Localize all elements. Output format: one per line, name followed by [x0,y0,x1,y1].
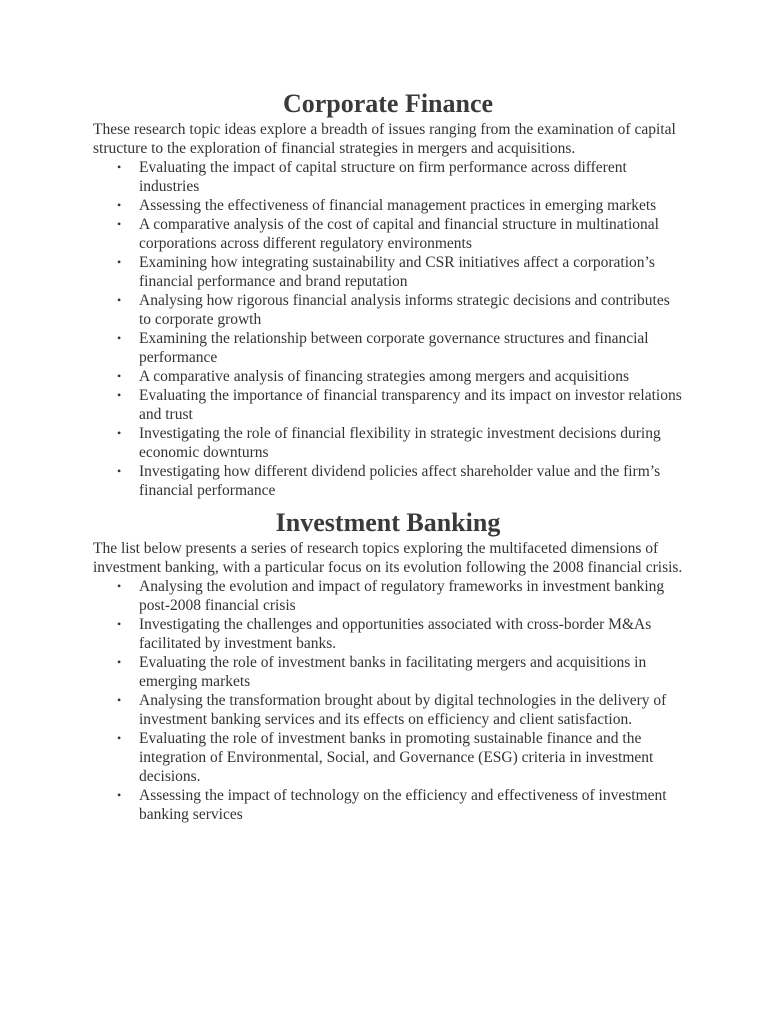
bullet-icon: • [117,160,122,174]
section-title: Investment Banking [275,508,501,537]
bullet-icon: • [117,464,122,478]
list-item [93,196,683,215]
list-item-text: Evaluating the role of investment banks in facilitating mergers and acquisitions in emerging markets [139,654,647,690]
list-item [93,386,683,424]
list-item-text: Assessing the effectiveness of financial management practices in emerging markets [139,197,657,214]
list-item-text: Examining the relationship between corporate governance structures and financial performance [139,330,649,366]
list-item [93,577,683,615]
section-intro: The list below presents a series of research topics exploring the multifaceted dimensions of investment banking, with a particular focus on its evolution following the 2008 financial crisis. [93,540,683,576]
topic-list [93,577,683,824]
list-item-text: Analysing the transformation brought about by digital technologies in the delivery of investment banking services and its effects on efficiency and client satisfaction. [139,692,667,728]
list-item [93,158,683,196]
bullet-icon: • [117,617,122,631]
list-item-text: Evaluating the importance of financial transparency and its impact on investor relations and trust [139,387,682,423]
bullet-icon: • [117,198,122,212]
list-item [93,215,683,253]
list-item [93,367,683,386]
list-item-text: A comparative analysis of financing strategies among mergers and acquisitions [139,368,629,385]
list-item-text: Assessing the impact of technology on the efficiency and effectiveness of investment banking services [139,787,667,823]
bullet-icon: • [117,788,122,802]
bullet-icon: • [117,426,122,440]
list-item [93,253,683,291]
list-item [93,424,683,462]
bullet-icon: • [117,693,122,707]
section-title: Corporate Finance [282,89,494,118]
list-item [93,615,683,653]
list-item [93,291,683,329]
list-item [93,691,683,729]
bullet-icon: • [117,369,122,383]
list-item [93,653,683,691]
bullet-icon: • [117,579,122,593]
topic-list [93,158,683,500]
bullet-icon: • [117,655,122,669]
list-item-text: Evaluating the role of investment banks in promoting sustainable finance and the integration of Environmental, Social, and Governance (ESG) criteria in investment decisions. [139,730,654,785]
section-corporate-finance [93,88,683,500]
list-item [93,462,683,500]
list-item-text: Investigating the role of financial flexibility in strategic investment decisions during economic downturns [139,425,661,461]
list-item-text: A comparative analysis of the cost of capital and financial structure in multinational corporations across different regulatory environments [139,216,659,252]
list-item-text: Analysing the evolution and impact of regulatory frameworks in investment banking post-2008 financial crisis [139,578,665,614]
list-item-text: Investigating the challenges and opportunities associated with cross-border M&As facilitated by investment banks. [139,616,652,652]
bullet-icon: • [117,331,122,345]
bullet-icon: • [117,293,122,307]
bullet-icon: • [117,388,122,402]
section-intro: These research topic ideas explore a breadth of issues ranging from the examination of capital structure to the exploration of financial strategies in mergers and acquisitions. [93,121,676,157]
list-item-text: Examining how integrating sustainability and CSR initiatives affect a corporation’s financial performance and brand reputation [139,254,655,290]
bullet-icon: • [117,255,122,269]
list-item-text: Investigating how different dividend policies affect shareholder value and the firm’s financial performance [139,463,661,499]
section-investment-banking [93,507,683,824]
document-page [93,88,683,824]
list-item-text: Evaluating the impact of capital structure on firm performance across different industries [139,159,627,195]
bullet-icon: • [117,217,122,231]
list-item-text: Analysing how rigorous financial analysis informs strategic decisions and contributes to corporate growth [139,292,670,328]
list-item [93,329,683,367]
list-item [93,729,683,786]
bullet-icon: • [117,731,122,745]
list-item [93,786,683,824]
